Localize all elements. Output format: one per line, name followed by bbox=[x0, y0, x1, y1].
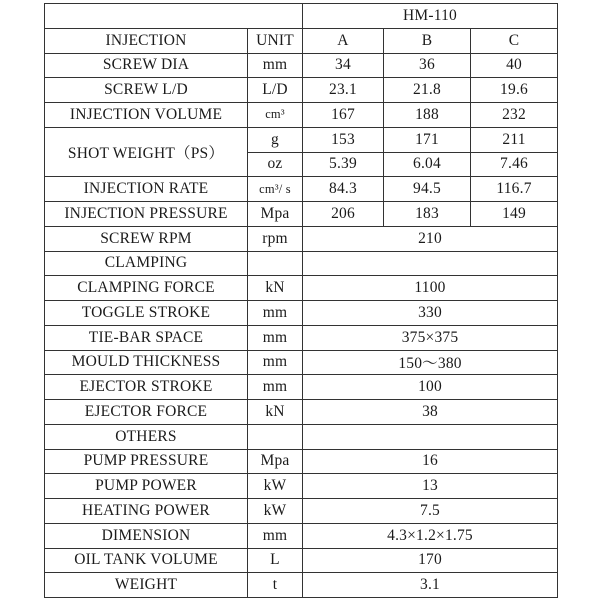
spec-value: 84.3 bbox=[303, 177, 384, 202]
table-row bbox=[45, 548, 558, 573]
column-header-variant: B bbox=[384, 28, 471, 53]
spec-unit: L bbox=[248, 548, 303, 573]
table-row bbox=[45, 251, 558, 276]
spec-label: PUMP PRESSURE bbox=[45, 449, 248, 474]
table-row bbox=[45, 202, 558, 227]
section-title: CLAMPING bbox=[45, 251, 248, 276]
spec-unit: Mpa bbox=[248, 202, 303, 227]
spec-value: 153 bbox=[303, 127, 384, 152]
spec-label: INJECTION PRESSURE bbox=[45, 202, 248, 227]
spec-value: 16 bbox=[303, 449, 558, 474]
table-row bbox=[45, 53, 558, 78]
spec-value: 232 bbox=[471, 103, 558, 128]
spec-label: SCREW RPM bbox=[45, 226, 248, 251]
spec-unit: mm bbox=[248, 375, 303, 400]
spec-value: 4.3×1.2×1.75 bbox=[303, 523, 558, 548]
spec-table-body bbox=[45, 4, 558, 598]
spec-value: 6.04 bbox=[384, 152, 471, 177]
spec-value bbox=[303, 424, 558, 449]
table-row bbox=[45, 276, 558, 301]
spec-value bbox=[303, 251, 558, 276]
spec-label: MOULD THICKNESS bbox=[45, 350, 248, 375]
spec-unit: kW bbox=[248, 474, 303, 499]
spec-value: 34 bbox=[303, 53, 384, 78]
spec-value: 36 bbox=[384, 53, 471, 78]
table-row bbox=[45, 301, 558, 326]
table-row bbox=[45, 424, 558, 449]
spec-value: 330 bbox=[303, 301, 558, 326]
table-row bbox=[45, 449, 558, 474]
spec-label: HEATING POWER bbox=[45, 499, 248, 524]
spec-label: PUMP POWER bbox=[45, 474, 248, 499]
spec-label: TOGGLE STROKE bbox=[45, 301, 248, 326]
table-row bbox=[45, 325, 558, 350]
spec-unit: g bbox=[248, 127, 303, 152]
spec-value: 150～380 bbox=[303, 350, 558, 375]
spec-value: 21.8 bbox=[384, 78, 471, 103]
table-row bbox=[45, 4, 558, 29]
spec-value: 149 bbox=[471, 202, 558, 227]
column-header-variant: C bbox=[471, 28, 558, 53]
spec-value: 7.5 bbox=[303, 499, 558, 524]
model-name: HM-110 bbox=[303, 4, 558, 29]
spec-unit: L/D bbox=[248, 78, 303, 103]
spec-unit: cm³ bbox=[248, 103, 303, 128]
spec-unit: oz bbox=[248, 152, 303, 177]
table-row bbox=[45, 499, 558, 524]
corner-blank-cell bbox=[45, 4, 303, 29]
spec-value: 188 bbox=[384, 103, 471, 128]
spec-unit: mm bbox=[248, 301, 303, 326]
table-row bbox=[45, 375, 558, 400]
spec-value: 183 bbox=[384, 202, 471, 227]
spec-unit: mm bbox=[248, 325, 303, 350]
table-row bbox=[45, 226, 558, 251]
spec-label: WEIGHT bbox=[45, 573, 248, 598]
spec-label: OIL TANK VOLUME bbox=[45, 548, 248, 573]
table-row bbox=[45, 177, 558, 202]
spec-value: 170 bbox=[303, 548, 558, 573]
table-row bbox=[45, 127, 558, 152]
spec-value: 23.1 bbox=[303, 78, 384, 103]
spec-value: 38 bbox=[303, 400, 558, 425]
spec-label: INJECTION RATE bbox=[45, 177, 248, 202]
spec-unit: kN bbox=[248, 276, 303, 301]
spec-value: 40 bbox=[471, 53, 558, 78]
spec-value: 3.1 bbox=[303, 573, 558, 598]
section-title: OTHERS bbox=[45, 424, 248, 449]
table-row bbox=[45, 28, 558, 53]
spec-unit: t bbox=[248, 573, 303, 598]
spec-value: 100 bbox=[303, 375, 558, 400]
spec-label: SCREW DIA bbox=[45, 53, 248, 78]
spec-label: INJECTION VOLUME bbox=[45, 103, 248, 128]
spec-unit: rpm bbox=[248, 226, 303, 251]
column-header-label: INJECTION bbox=[45, 28, 248, 53]
spec-unit bbox=[248, 251, 303, 276]
spec-value: 116.7 bbox=[471, 177, 558, 202]
spec-unit: kN bbox=[248, 400, 303, 425]
spec-unit: mm bbox=[248, 53, 303, 78]
spec-value: 375×375 bbox=[303, 325, 558, 350]
table-row bbox=[45, 350, 558, 375]
column-header-variant: A bbox=[303, 28, 384, 53]
spec-value: 5.39 bbox=[303, 152, 384, 177]
spec-value: 13 bbox=[303, 474, 558, 499]
spec-label: EJECTOR STROKE bbox=[45, 375, 248, 400]
spec-unit: cm³/ s bbox=[248, 177, 303, 202]
spec-label: CLAMPING FORCE bbox=[45, 276, 248, 301]
spec-value: 211 bbox=[471, 127, 558, 152]
table-row bbox=[45, 78, 558, 103]
spec-unit bbox=[248, 424, 303, 449]
table-row bbox=[45, 523, 558, 548]
spec-value: 171 bbox=[384, 127, 471, 152]
spec-unit: mm bbox=[248, 350, 303, 375]
table-row bbox=[45, 474, 558, 499]
spec-value: 94.5 bbox=[384, 177, 471, 202]
spec-label: DIMENSION bbox=[45, 523, 248, 548]
table-row bbox=[45, 103, 558, 128]
spec-unit: Mpa bbox=[248, 449, 303, 474]
spec-unit: mm bbox=[248, 523, 303, 548]
spec-value: 206 bbox=[303, 202, 384, 227]
table-row bbox=[45, 573, 558, 598]
spec-value: 7.46 bbox=[471, 152, 558, 177]
spec-value: 210 bbox=[303, 226, 558, 251]
spec-label: SCREW L/D bbox=[45, 78, 248, 103]
spec-table bbox=[44, 3, 558, 598]
spec-value: 1100 bbox=[303, 276, 558, 301]
spec-label: EJECTOR FORCE bbox=[45, 400, 248, 425]
spec-value: 19.6 bbox=[471, 78, 558, 103]
spec-label: SHOT WEIGHT（PS） bbox=[45, 127, 248, 177]
table-row bbox=[45, 400, 558, 425]
column-header-unit: UNIT bbox=[248, 28, 303, 53]
spec-value: 167 bbox=[303, 103, 384, 128]
spec-unit: kW bbox=[248, 499, 303, 524]
spec-label: TIE-BAR SPACE bbox=[45, 325, 248, 350]
